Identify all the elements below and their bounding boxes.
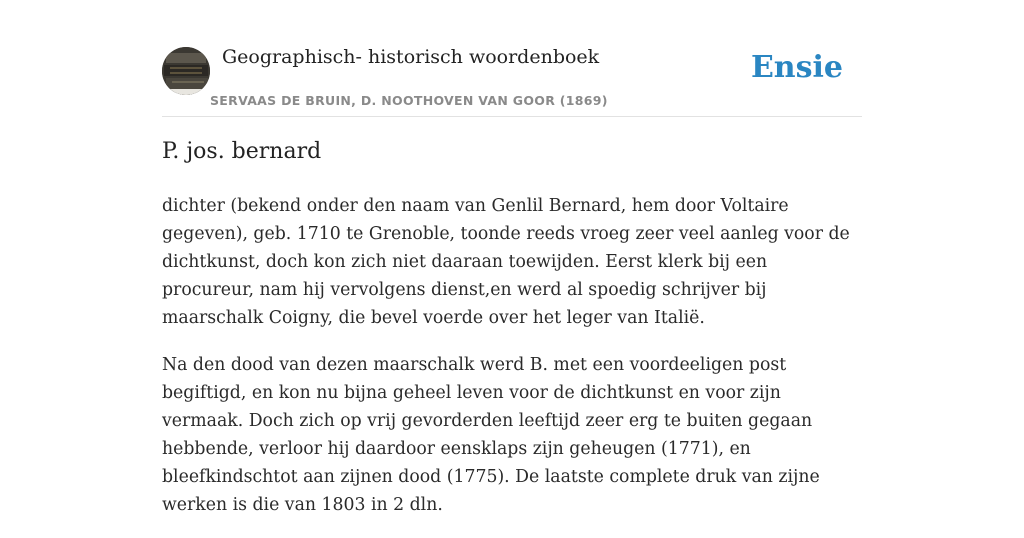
entry-paragraph: dichter (bekend onder den naam van Genlil Bernard, hem door Voltaire gegeven), geb. 1710 te Grenoble, toonde reeds vroeg zeer veel aanleg voor de dichtkunst, doch kon zich niet daaraan toewijden. Eerst klerk bij een procureur, nam hij vervolgens dienst,en werd al spoedig schrijver bij maarschalk Coigny, die bevel voerde over het leger van Italië. (162, 196, 850, 328)
book-header (162, 44, 862, 117)
book-cover-thumbnail[interactable] (162, 47, 210, 95)
entry-title: P. jos. bernard (162, 139, 322, 164)
book-title[interactable]: Geographisch- historisch woordenboek (222, 46, 600, 68)
ensie-logo[interactable]: Ensie (750, 50, 843, 85)
entry-body (162, 192, 862, 538)
book-authors: SERVAAS DE BRUIN, D. NOOTHOVEN VAN GOOR (1869) (210, 93, 608, 108)
entry-paragraph: Na den dood van dezen maarschalk werd B. met een voordeeligen post begiftigd, en kon nu bijna geheel leven voor de dichtkunst en voor zijn vermaak. Doch zich op vrij gevorderden leeftijd zeer erg te buiten gegaan hebbende, verloor hij daardoor eensklaps zijn geheugen (1771), en bleefkindschtot aan zijnen dood (1775). De laatste complete druk van zijne werken is die van 1803 in 2 dln. (162, 355, 820, 515)
book-spines-thumbnail-icon (162, 47, 210, 95)
